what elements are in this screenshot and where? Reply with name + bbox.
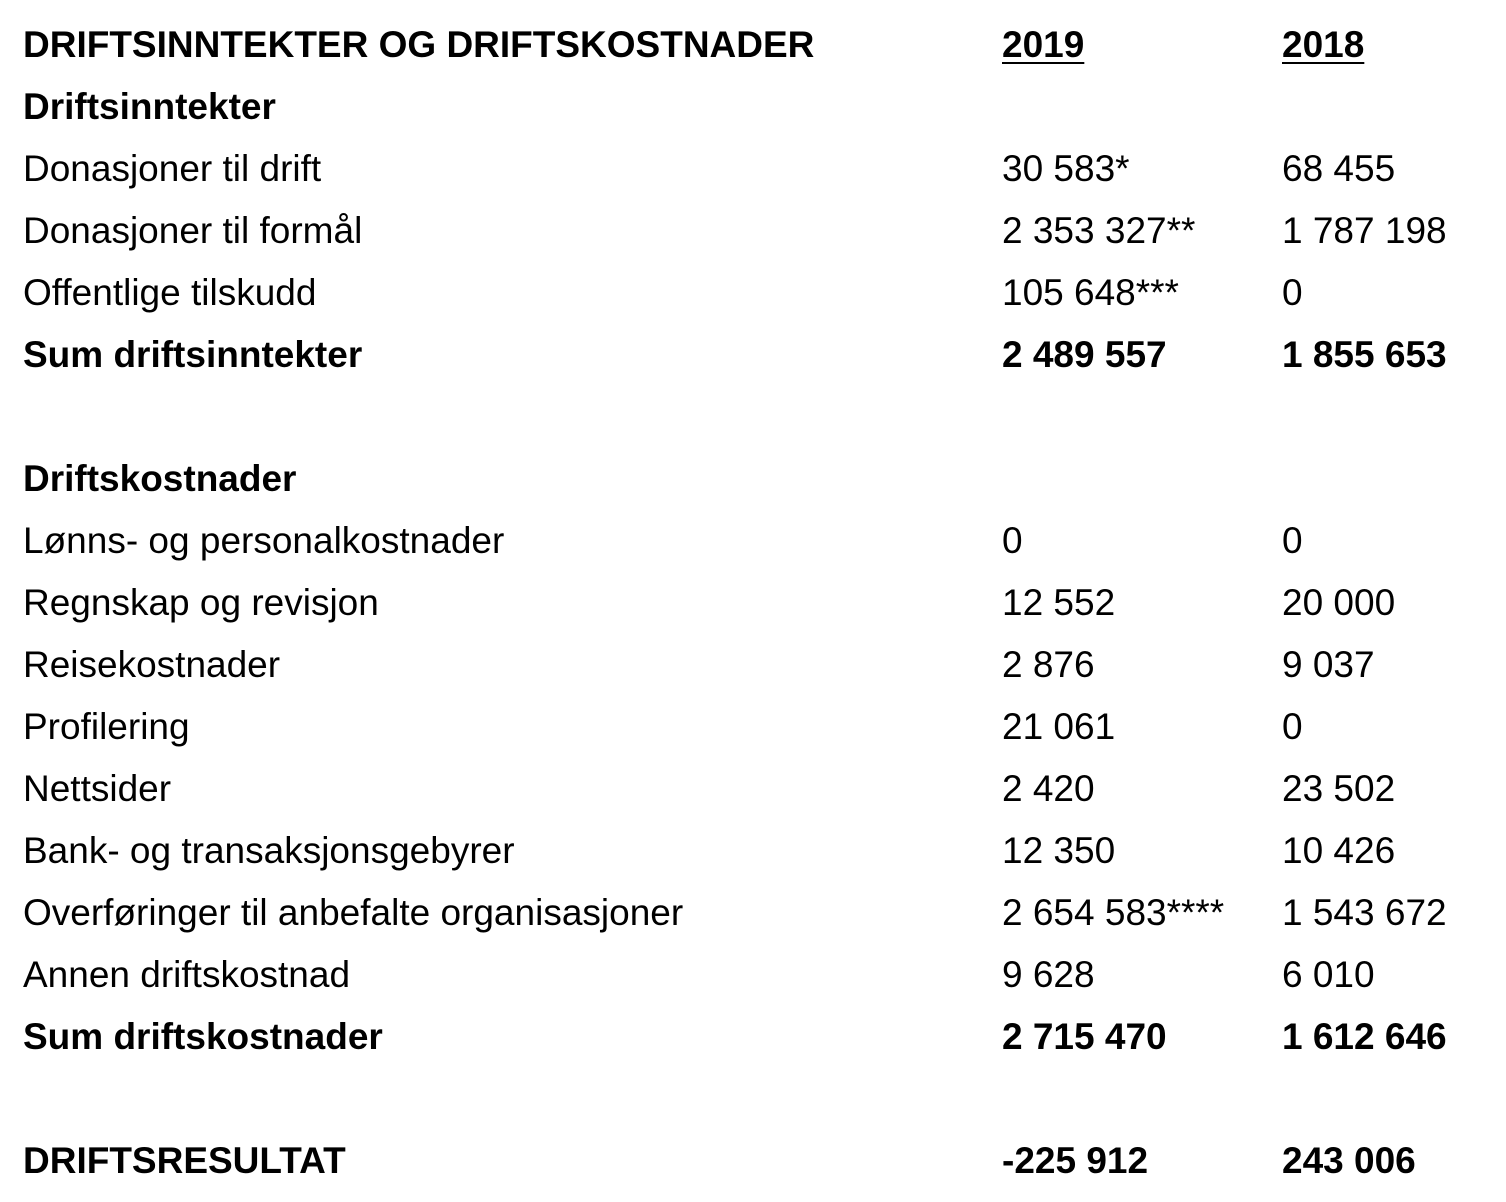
value-2018: 0	[1282, 272, 1303, 313]
year-current-heading: 2019	[1002, 24, 1085, 65]
row-label: Offentlige tilskudd	[23, 272, 317, 313]
value-2018: 10 426	[1282, 830, 1396, 871]
table-row	[0, 696, 1506, 758]
costs-section-heading: Driftskostnader	[23, 458, 297, 499]
value-2019: 2 420	[1002, 768, 1095, 809]
row-label: Overføringer til anbefalte organisasjoner	[23, 892, 684, 933]
result-value-2019: -225 912	[1002, 1140, 1149, 1181]
result-label: DRIFTSRESULTAT	[23, 1140, 346, 1181]
table-row	[0, 200, 1506, 262]
row-label: Donasjoner til formål	[23, 210, 363, 251]
value-2018: 68 455	[1282, 148, 1396, 189]
table-row	[0, 758, 1506, 820]
statement-header-row	[0, 14, 1506, 76]
row-label: Profilering	[23, 706, 190, 747]
row-label: Reisekostnader	[23, 644, 281, 685]
table-row	[0, 262, 1506, 324]
value-2019: 9 628	[1002, 954, 1095, 995]
costs-section-heading-row	[0, 448, 1506, 510]
row-label: Bank- og transaksjonsgebyrer	[23, 830, 515, 871]
value-2019: 12 350	[1002, 830, 1116, 871]
value-2019: 2 876	[1002, 644, 1095, 685]
row-label: Lønns- og personalkostnader	[23, 520, 505, 561]
sum-value-2018: 1 855 653	[1282, 334, 1447, 375]
sum-value-2019: 2 715 470	[1002, 1016, 1167, 1057]
table-row	[0, 882, 1506, 944]
table-row	[0, 138, 1506, 200]
value-2018: 1 543 672	[1282, 892, 1447, 933]
value-2019: 2 654 583****	[1002, 892, 1225, 933]
value-2019: 2 353 327**	[1002, 210, 1196, 251]
table-row	[0, 820, 1506, 882]
value-2019: 12 552	[1002, 582, 1116, 623]
sum-value-2019: 2 489 557	[1002, 334, 1167, 375]
value-2018: 0	[1282, 520, 1303, 561]
value-2018: 9 037	[1282, 644, 1375, 685]
value-2019: 30 583*	[1002, 148, 1130, 189]
statement-title: DRIFTSINNTEKTER OG DRIFTSKOSTNADER	[23, 24, 815, 65]
row-label: Regnskap og revisjon	[23, 582, 379, 623]
sum-label: Sum driftskostnader	[23, 1016, 383, 1057]
row-label: Donasjoner til drift	[23, 148, 322, 189]
row-label: Annen driftskostnad	[23, 954, 351, 995]
operating-result-row	[0, 1130, 1506, 1192]
income-sum-row	[0, 324, 1506, 386]
income-section-heading-row	[0, 76, 1506, 138]
sum-label: Sum driftsinntekter	[23, 334, 363, 375]
row-label: Nettsider	[23, 768, 172, 809]
table-row	[0, 572, 1506, 634]
value-2018: 23 502	[1282, 768, 1396, 809]
value-2018: 0	[1282, 706, 1303, 747]
result-value-2018: 243 006	[1282, 1140, 1416, 1181]
year-previous-heading: 2018	[1282, 24, 1365, 65]
costs-sum-row	[0, 1006, 1506, 1068]
table-row	[0, 634, 1506, 696]
value-2018: 20 000	[1282, 582, 1396, 623]
value-2018: 6 010	[1282, 954, 1375, 995]
value-2018: 1 787 198	[1282, 210, 1447, 251]
income-section-heading: Driftsinntekter	[23, 86, 276, 127]
value-2019: 105 648***	[1002, 272, 1179, 313]
table-row	[0, 510, 1506, 572]
value-2019: 0	[1002, 520, 1023, 561]
table-row	[0, 944, 1506, 1006]
value-2019: 21 061	[1002, 706, 1116, 747]
sum-value-2018: 1 612 646	[1282, 1016, 1447, 1057]
